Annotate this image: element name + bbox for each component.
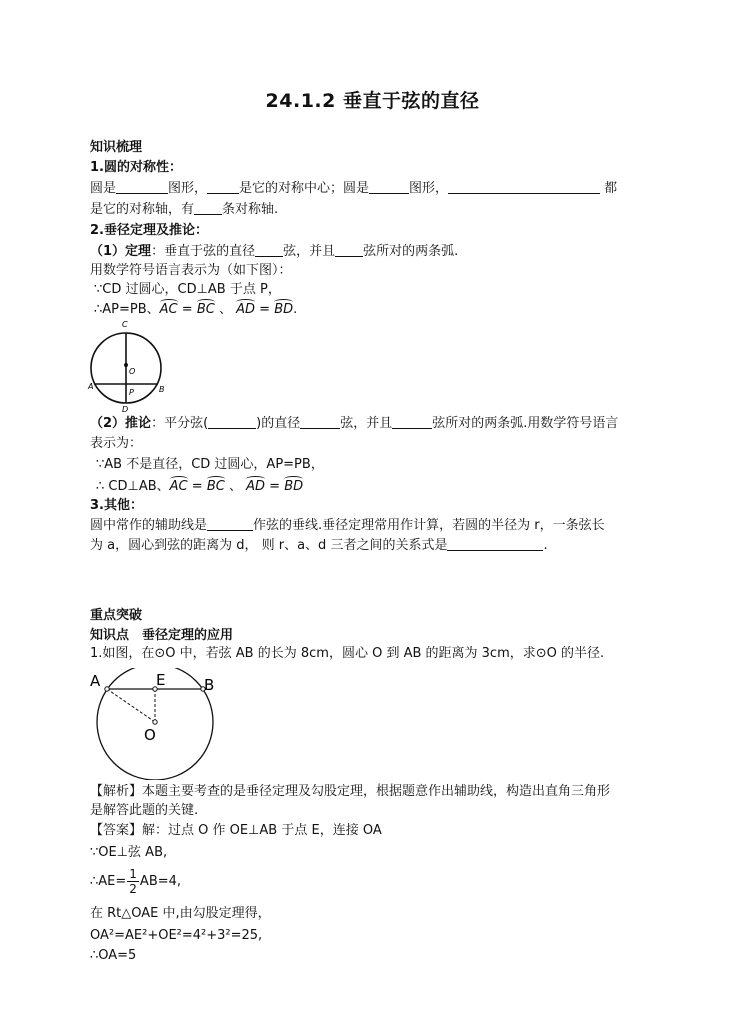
- answer-line-2: ∵OE⊥弦 AB,: [90, 845, 168, 860]
- item1-label: 1.圆的对称性：: [90, 160, 182, 175]
- item3-label: 3.其他：: [90, 498, 143, 513]
- blank: [392, 416, 432, 429]
- blank: [369, 181, 409, 194]
- label-A: A: [88, 382, 94, 391]
- knowledge-point-heading: 知识点 垂径定理的应用: [90, 628, 234, 643]
- item3-line2: 为 a，圆心到弦的距离为 d， 则 r、a、d 三者之间的关系式是 .: [90, 538, 548, 553]
- blank: [300, 416, 340, 429]
- blank: [255, 244, 283, 257]
- section-heading-knowledge: 知识梳理: [90, 140, 143, 155]
- symbol-intro: 用数学符号语言表示为（如下图）：: [90, 263, 292, 278]
- blank: [194, 202, 222, 215]
- therefore-line-2: ∴ CD⊥AB、AC = BC 、 AD = BD: [96, 479, 304, 494]
- blank: [116, 181, 168, 194]
- since-line-1: ∵CD 过圆心，CD⊥AB 于点 P，: [94, 282, 281, 297]
- corollary-line: （2）推论：平分弦( )的直径 弦，并且 弦所对的两条弧.用数学符号语言: [90, 416, 619, 431]
- question-1: 1.如图，在⊙O 中，若弦 AB 的长为 8cm，圆心 O 到 AB 的距离为 3cm，求⊙O 的半径.: [90, 646, 605, 661]
- blank: [448, 181, 600, 194]
- fraction-one-half: $\frac{1}{2}$: [129, 867, 137, 896]
- answer-line-5: OA²=AE²+OE²=4²+3²=25,: [90, 928, 263, 943]
- circle-diagram-1: [84, 314, 174, 416]
- blank: [335, 244, 363, 257]
- answer-line-6: ∴OA=5: [90, 948, 137, 963]
- label-A2: A: [90, 672, 101, 690]
- answer-line-1: 【答案】解：过点 O 作 OE⊥AB 于点 E，连接 OA: [90, 823, 382, 838]
- analysis-line-2: 是解答此题的关键.: [90, 803, 199, 818]
- label-O: O: [129, 367, 136, 376]
- therefore-line-1: ∴AP=PB、AC = BC 、 AD = BD.: [94, 302, 298, 317]
- answer-line-3: ∴AE= $\frac{1}{2}$ AB=4,: [90, 867, 182, 896]
- blank: [447, 538, 543, 551]
- page-title: 24.1.2 垂直于弦的直径: [265, 90, 480, 112]
- answer-line-4: 在 Rt△OAE 中,由勾股定理得，: [90, 906, 271, 921]
- blank: [208, 416, 256, 429]
- analysis-line-1: 【解析】本题主要考查的是垂径定理及勾股定理，根据题意作出辅助线，构造出直角三角形: [90, 784, 611, 799]
- label-O2: O: [144, 726, 156, 744]
- label-B2: B: [204, 676, 215, 694]
- item1-line1: 圆是 图形， 是它的对称中心；圆是 图形， 都: [90, 181, 618, 196]
- corollary-line-2: 表示为：: [90, 436, 143, 451]
- label-E: E: [156, 671, 166, 689]
- circle-diagram-2: [86, 668, 226, 780]
- item2-label: 2.垂径定理及推论：: [90, 223, 208, 238]
- theorem-line: （1）定理：垂直于弦的直径 弦，并且 弦所对的两条弧.: [90, 244, 459, 259]
- blank: [207, 518, 253, 531]
- section-heading-key-points: 重点突破: [90, 608, 143, 623]
- since-line-2: ∵AB 不是直径，CD 过圆心，AP=PB，: [96, 457, 324, 472]
- label-D: D: [122, 405, 129, 414]
- label-P: P: [129, 388, 134, 397]
- item3-line1: 圆中常作的辅助线是 作弦的垂线.垂径定理常用作计算，若圆的半径为 r，一条弦长: [90, 518, 605, 533]
- blank: [207, 181, 239, 194]
- label-B: B: [159, 385, 165, 394]
- item1-line2: 是它的对称轴，有 条对称轴.: [90, 202, 279, 217]
- label-C: C: [122, 320, 128, 329]
